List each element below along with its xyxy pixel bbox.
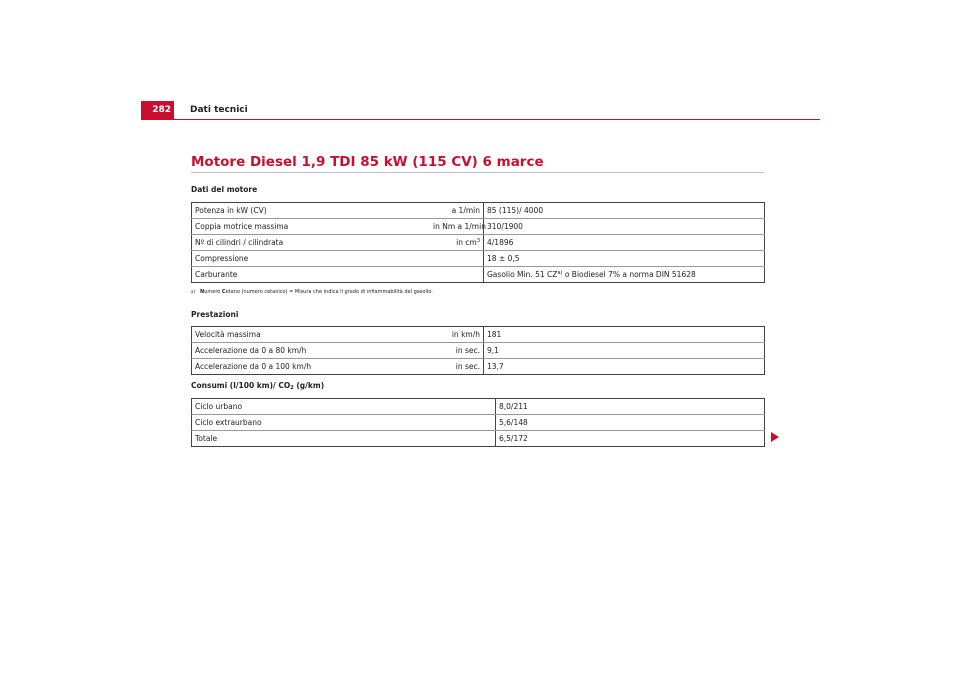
row-unit	[430, 267, 484, 283]
engine-table	[191, 202, 765, 283]
table-row	[192, 399, 765, 415]
table-row	[192, 267, 765, 283]
footnote-text-1: umero	[204, 289, 222, 295]
table-row	[192, 431, 765, 447]
row-label: Ciclo extraurbano	[192, 415, 496, 431]
consumption-heading-unit: (g/km)	[293, 381, 325, 390]
row-value: 8,0/211	[496, 399, 765, 415]
row-label: Coppia motrice massima	[192, 219, 431, 235]
row-value: 5,6/148	[496, 415, 765, 431]
value-text-cont: o Biodiesel 7% a norma DIN 51628	[562, 270, 696, 279]
page-title: Motore Diesel 1,9 TDI 85 kW (115 CV) 6 marce	[191, 154, 764, 173]
row-label: Carburante	[195, 270, 238, 279]
performance-heading: Prestazioni	[191, 310, 239, 319]
table-row	[192, 235, 765, 251]
co2-subscript: 2	[290, 385, 294, 391]
row-label: Compressione	[192, 251, 431, 267]
row-label: Accelerazione da 0 a 80 km/h	[192, 343, 431, 359]
footnote-mark: a)	[191, 289, 196, 294]
row-label: Potenza in kW (CV)	[192, 203, 431, 219]
row-value: 181	[484, 327, 765, 343]
footnote-ref: a)	[557, 270, 563, 276]
footnote-bold-n: N	[200, 289, 205, 295]
section-title: Dati tecnici	[190, 105, 248, 115]
table-row	[192, 327, 765, 343]
table-row	[192, 343, 765, 359]
table-row	[192, 359, 765, 375]
row-value: 6,5/172	[499, 434, 528, 443]
row-label: Totale	[192, 431, 496, 447]
row-value: 4/1896	[484, 235, 765, 251]
value-text: Gasolio Min. 51 CZ	[487, 270, 558, 279]
row-unit: in km/h	[430, 327, 484, 343]
page-header	[141, 101, 820, 120]
footnote	[191, 288, 433, 296]
row-unit: in Nm a 1/min	[430, 219, 484, 235]
table-row	[192, 219, 765, 235]
row-label: Ciclo urbano	[192, 399, 496, 415]
row-value: 310/1900	[484, 219, 765, 235]
row-unit: a 1/min	[430, 203, 484, 219]
row-value: 9,1	[484, 343, 765, 359]
unit-superscript: 3	[476, 238, 480, 244]
row-value: 85 (115)/ 4000	[484, 203, 765, 219]
performance-table	[191, 326, 765, 375]
row-value	[484, 267, 765, 283]
consumption-table	[191, 398, 765, 447]
table-row	[192, 203, 765, 219]
row-value: 13,7	[487, 362, 504, 371]
row-label: Velocità massima	[192, 327, 431, 343]
row-label: Nº di cilindri / cilindrata	[192, 235, 431, 251]
consumption-heading	[191, 381, 324, 393]
table-row	[192, 251, 765, 267]
row-label: Accelerazione da 0 a 100 km/h	[195, 362, 312, 371]
footnote-bold-c: C	[221, 289, 226, 295]
unit-text: in cm	[456, 238, 477, 247]
footnote-text-2: etano (numero cetanico) = Misura che indica il grado di infiammabilità del gasolio.	[225, 289, 433, 295]
triangle-right-icon[interactable]	[771, 432, 779, 442]
row-unit: in sec.	[430, 343, 484, 359]
row-unit	[430, 235, 484, 251]
row-unit: in sec.	[430, 359, 484, 375]
consumption-heading-text: Consumi (l/100 km)/ CO	[191, 381, 291, 390]
engine-heading: Dati del motore	[191, 185, 258, 194]
table-row	[192, 415, 765, 431]
row-unit	[430, 251, 484, 267]
page-number: 282	[141, 101, 174, 119]
row-value: 18 ± 0,5	[484, 251, 765, 267]
